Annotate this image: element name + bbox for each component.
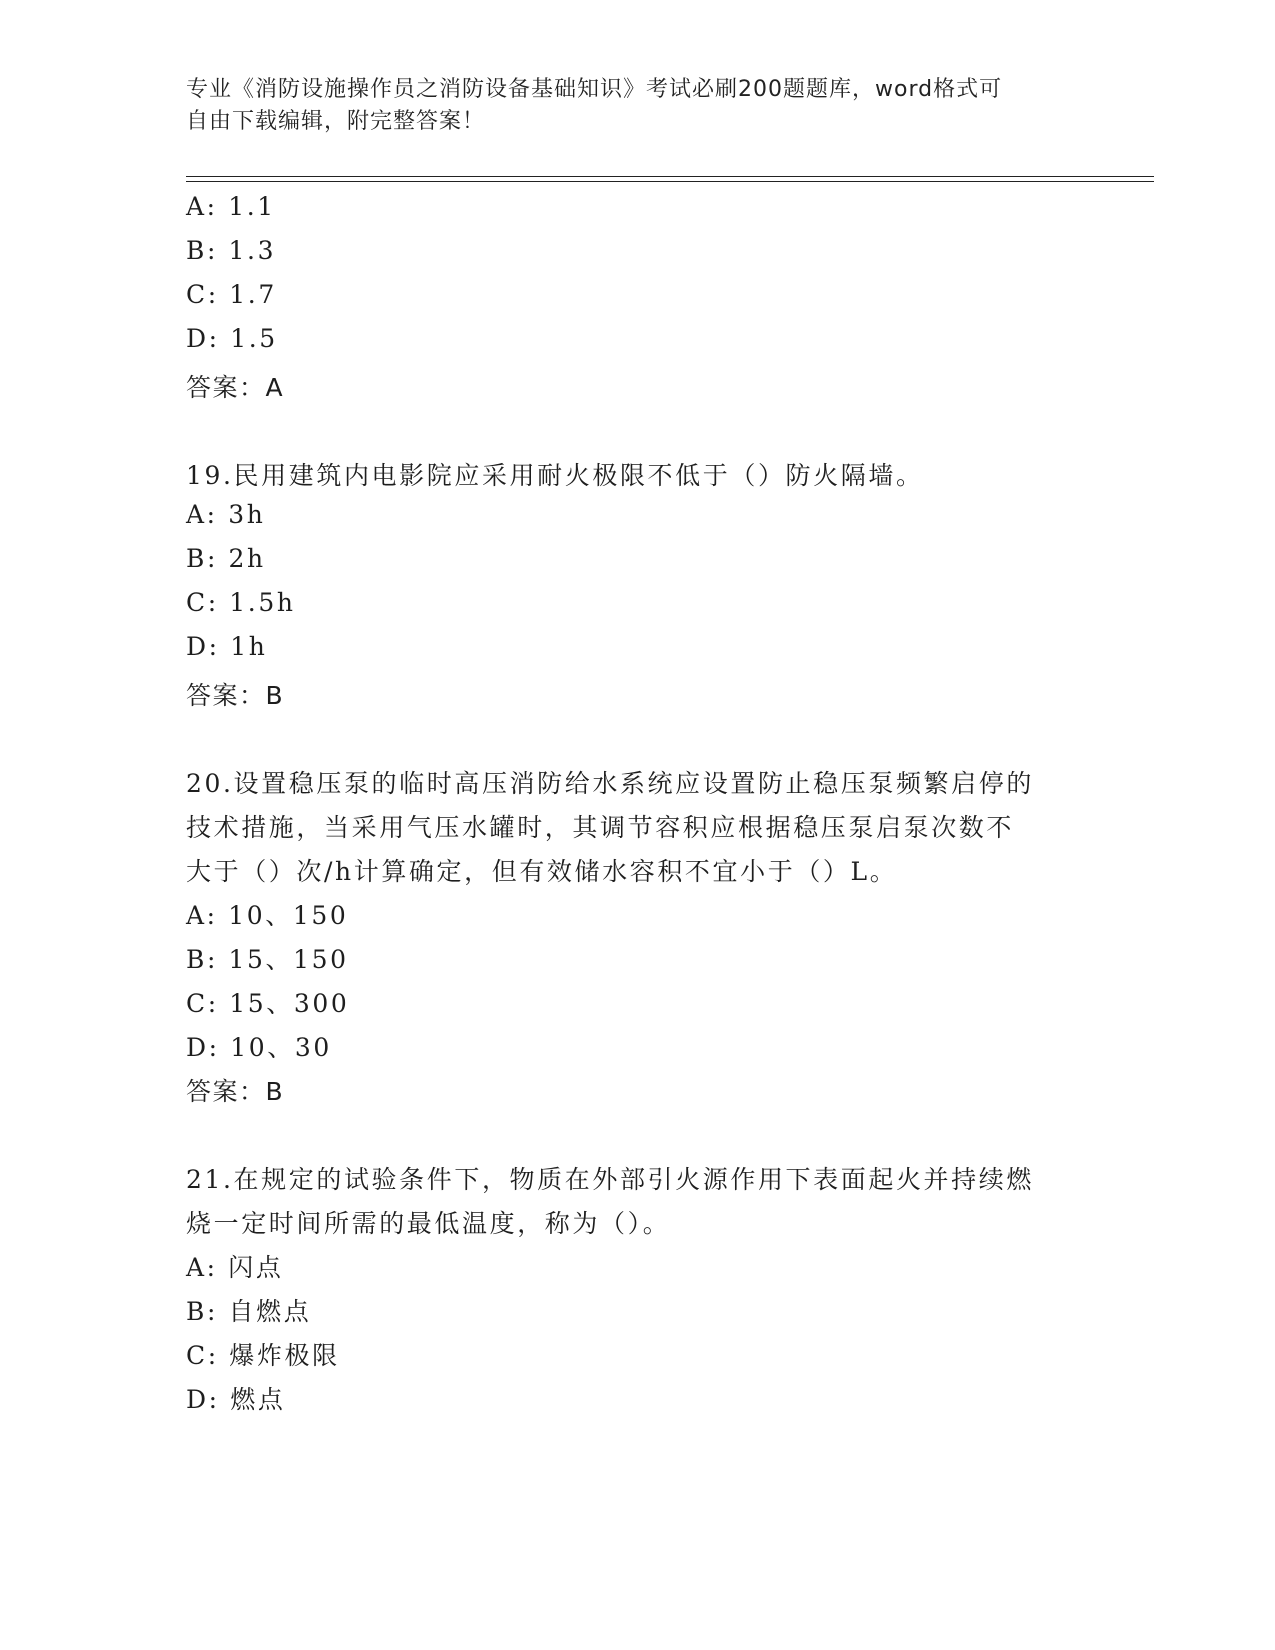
q20-option-d: D: 10、30 — [186, 1033, 332, 1062]
q20-option-c: C: 15、300 — [186, 989, 350, 1018]
document-header — [186, 74, 1086, 138]
q19-option-c: C: 1.5h — [186, 588, 296, 617]
q21-text-line-2: 烧一定时间所需的最低温度，称为（）。 — [186, 1209, 671, 1238]
q20-text-line-2: 技术措施，当采用气压水罐时，其调节容积应根据稳压泵启泵次数不 — [186, 813, 1015, 842]
q20-text-line-1: 20.设置稳压泵的临时高压消防给水系统应设置防止稳压泵频繁启停的 — [186, 769, 1034, 798]
q19-text-line-1: 19.民用建筑内电影院应采用耐火极限不低于（）防火隔墙。 — [186, 461, 924, 490]
q21-option-d: D: 燃点 — [186, 1385, 286, 1414]
q20-option-b: B: 15、150 — [186, 945, 349, 974]
q18-option-a: A: 1.1 — [186, 192, 276, 221]
q19-option-b: B: 2h — [186, 544, 266, 573]
q20-text-line-3: 大于（）次/h计算确定，但有效储水容积不宜小于（）L。 — [186, 857, 898, 886]
q21-text-line-1: 21.在规定的试验条件下，物质在外部引火源作用下表面起火并持续燃 — [186, 1165, 1034, 1194]
q21-option-b: B: 自燃点 — [186, 1297, 312, 1326]
q18-option-d: D: 1.5 — [186, 324, 278, 353]
q18-answer: 答案：A — [186, 373, 285, 402]
q18-option-c: C: 1.7 — [186, 280, 277, 309]
header-line-2: 自由下载编辑，附完整答案！ — [186, 109, 486, 134]
q21-option-c: C: 爆炸极限 — [186, 1341, 340, 1370]
header-rule-bottom — [186, 181, 1154, 182]
q19-option-d: D: 1h — [186, 632, 268, 661]
header-line-1: 专业《消防设施操作员之消防设备基础知识》考试必刷200题题库，word格式可 — [186, 77, 1003, 102]
q19-option-a: A: 3h — [186, 500, 266, 529]
header-rule-top — [186, 176, 1154, 177]
q20-option-a: A: 10、150 — [186, 901, 349, 930]
q20-answer: 答案：B — [186, 1077, 285, 1106]
q21-option-a: A: 闪点 — [186, 1253, 284, 1282]
q18-option-b: B: 1.3 — [186, 236, 277, 265]
q19-answer: 答案：B — [186, 681, 285, 710]
